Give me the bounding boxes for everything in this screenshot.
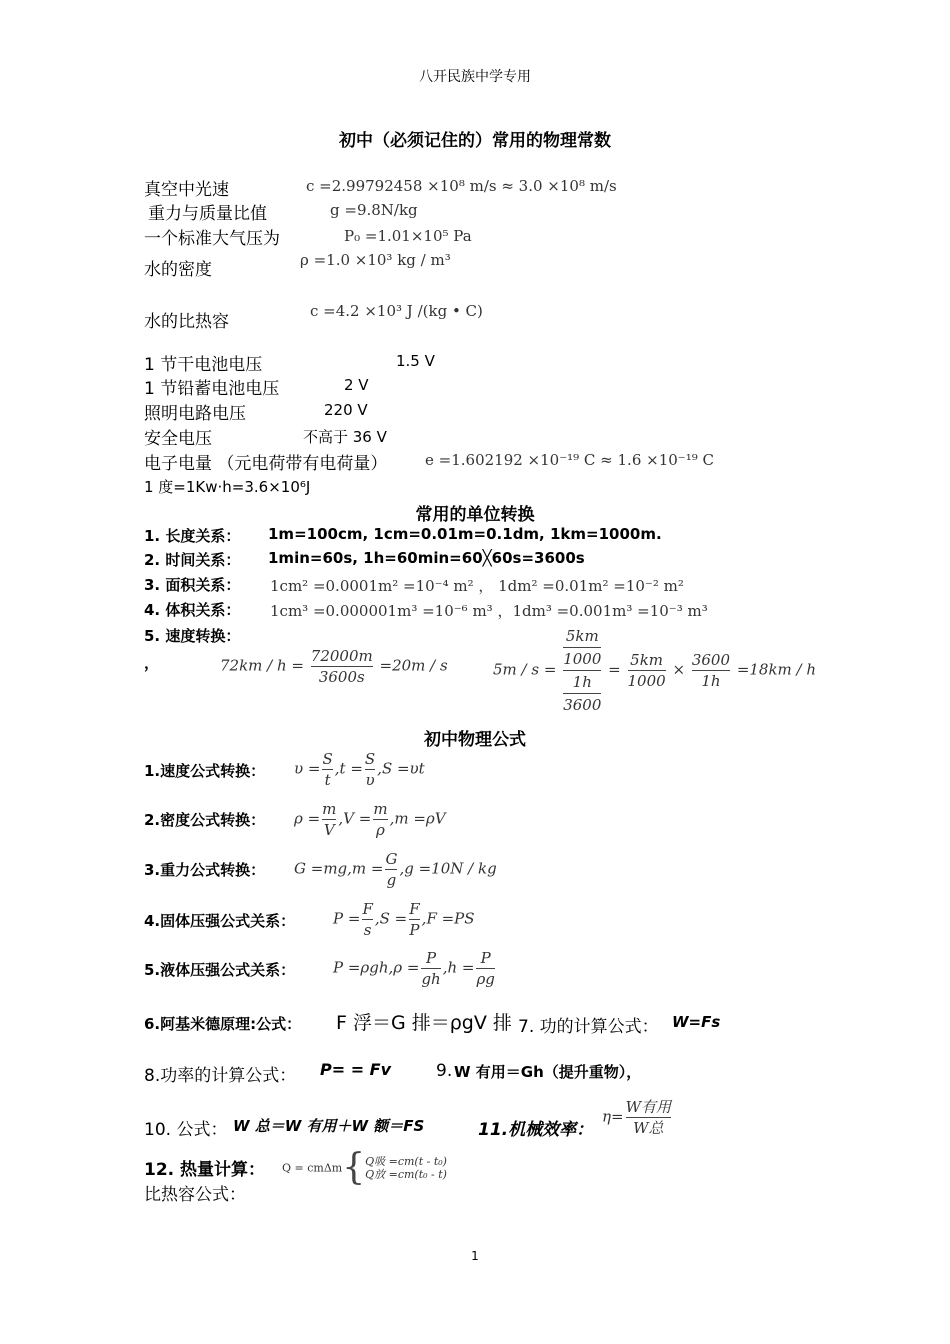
constant-value: 2 V [344,376,369,394]
speed-formula-a [220,646,448,687]
fraction [409,899,419,940]
denominator: 1h [701,672,721,690]
formula-label: 9. [436,1061,453,1081]
constant-value: 220 V [324,401,368,419]
constant-label: 1 节干电池电压 [144,355,263,375]
constant-label: 1 节铅蓄电池电压 [144,379,280,399]
numerator: S [322,750,333,768]
useful-work-formula: W 有用＝Gh（提升重物）， [454,1063,642,1081]
constant-value: 1.5 V [396,352,435,370]
formula-label: 8.功率的计算公式： [144,1066,297,1086]
denominator: s [363,921,372,939]
formulas-title: 初中物理公式 [424,730,526,750]
formula-part: ,h = [442,958,475,977]
speed-b-fraction-2 [692,650,730,691]
fraction [322,749,332,790]
speed-a-rhs: =20m / s [379,656,448,675]
denominator: 1000 [563,650,602,668]
times-sign: × [672,660,686,679]
numerator: 72000m [310,647,373,665]
numerator: F [409,900,420,918]
speed-b-lhs: 5m / s = [493,660,557,679]
unit-label: 3. 面积关系： [144,576,241,594]
gravity-formula [294,849,497,890]
denominator: P [409,921,420,939]
fraction [476,948,494,989]
formula-label: 6.阿基米德原理:公式： [144,1015,302,1033]
constant-value: c =2.99792458 ×10⁸ m/s ≈ 3.0 ×10⁸ m/s [306,177,617,195]
formula-label: 7. 功的计算公式： [518,1017,659,1037]
speed-b-rhs: =18km / h [736,660,817,679]
constant-label: 水的比热容 [144,312,229,332]
unit-label: 2. 时间关系： [144,551,241,569]
constant-label: 真空中光速 [144,180,229,200]
fraction [373,799,387,840]
denominator: ρg [476,970,495,988]
constant-value: ρ =1.0 ×10³ kg / m³ [300,251,451,269]
denominator: W总 [633,1119,664,1137]
formula-part: G =mg,m = [294,859,384,878]
numerator: 5km [628,650,666,671]
formula-part: ,m =ρV [389,809,446,828]
equals-sign: = [608,660,621,679]
total-work-formula: W 总＝W 有用＋W 额＝FS [233,1117,425,1135]
fraction [421,948,440,989]
numerator: 1h [563,671,601,694]
compound-denominator [563,671,601,716]
fraction [362,899,372,940]
numerator: P [476,948,494,969]
formula-label: 11.机械效率： [478,1120,594,1140]
formula-label: 12. 热量计算： [144,1160,266,1180]
fraction [322,799,336,840]
formula-part: P = [333,909,361,928]
constant-label: 一个标准大气压为 [144,229,280,249]
compound-numerator [563,625,601,671]
formula-part: ,S = [374,909,408,928]
numerator: 5km [563,625,601,648]
denominator: 1000 [627,672,666,690]
denominator: t [324,771,331,789]
constant-label: 重力与质量比值 [148,204,267,224]
speed-b-fraction-1 [628,650,666,691]
power-formula: P= = Fv [320,1060,392,1079]
liquid-pressure-formula [333,948,497,989]
denominator: 3600 [563,696,602,714]
numerator: F [362,900,373,918]
fraction [626,1097,671,1138]
speed-comma: ， [144,654,160,672]
page-title: 初中（必须记住的）常用的物理常数 [339,131,611,151]
formula-part: ,S =υt [377,759,425,778]
efficiency-formula [602,1097,673,1138]
denominator: g [386,871,397,889]
denominator: υ [365,771,375,789]
heat-cases [365,1155,447,1181]
constant-label: 水的密度 [144,260,212,280]
unit-value: 1min=60s, 1h=60min=60╳60s=3600s [268,549,585,567]
constant-value: g =9.8N/kg [330,201,418,219]
heat-formula [282,1147,447,1188]
units-title: 常用的单位转换 [415,505,535,525]
numerator: 3600 [691,651,731,669]
denominator: gh [421,970,441,988]
unit-value: 1cm² =0.0001m² =10⁻⁴ m² ， 1dm² =0.01m² =10⁻² m² [270,577,684,595]
solid-pressure-formula [333,899,475,940]
formula-label: 10. 公式： [144,1120,228,1140]
formula-label: 3.重力公式转换： [144,861,266,879]
denominator: 3600s [318,668,365,686]
heat-absorbed: Q吸 =cm(t - t₀) [365,1155,447,1168]
numerator: P [421,948,440,969]
numerator: S [364,750,376,768]
formula-label: 2.密度公式转换： [144,811,266,829]
formula-label: 5.液体压强公式关系： [144,961,296,979]
fraction [365,749,375,790]
density-formula [294,799,446,840]
fraction [385,849,397,890]
page-number: 1 [471,1249,479,1263]
numerator: m [373,800,388,818]
speed-a-fraction [311,646,373,687]
formula-label: 1.速度公式转换： [144,762,266,780]
constant-value: P₀ =1.01×10⁵ Pa [344,227,472,245]
formula-label: 4.固体压强公式关系： [144,912,296,930]
speed-a-lhs: 72km / h = [220,656,304,675]
formula-label: 比热容公式： [144,1185,246,1205]
constant-value: e =1.602192 ×10⁻¹⁹ C ≈ 1.6 ×10⁻¹⁹ C [425,451,714,469]
heat-released: Q放 =cm(t₀ - t) [365,1168,447,1181]
constant-label: 安全电压 [144,429,212,449]
constant-label: 电子电量 （元电荷带有电荷量） [144,454,388,474]
unit-label: 5. 速度转换： [144,627,241,645]
unit-value: 1cm³ =0.000001m³ =10⁻⁶ m³ ，1dm³ =0.001m³ =10⁻³ m³ [270,602,708,620]
speed-formula-b [493,625,816,716]
formula-part: ,F =PS [421,909,475,928]
denominator: V [323,821,335,839]
speed-b-compound-fraction [563,625,601,716]
formula-part: υ = [294,759,321,778]
constant-value: 不高于 36 V [303,428,387,446]
numerator: W有用 [625,1098,671,1116]
formula-part: ,V = [338,809,372,828]
formula-part: Q = cmΔm [282,1161,343,1175]
archimedes-formula: F 浮＝G 排＝ρgV 排 [336,1012,512,1034]
formula-part: η= [602,1107,624,1126]
speed-formula [294,749,425,790]
constant-label: 1 度=1Kw·h=3.6×10⁶J [144,478,311,496]
numerator: G [385,850,398,868]
denominator: ρ [376,821,385,839]
constant-value: c =4.2 ×10³ J /(kg • C) [310,302,483,320]
unit-value: 1m=100cm, 1cm=0.01m=0.1dm, 1km=1000m. [268,525,662,543]
formula-part: ,t = [334,759,363,778]
left-brace-icon: { [342,1147,366,1188]
page-header: 八开民族中学专用 [419,69,531,85]
unit-label: 4. 体积关系： [144,601,241,619]
work-formula: W=Fs [672,1013,721,1031]
formula-part: P =ρgh,ρ = [333,958,420,977]
constant-label: 照明电路电压 [144,404,246,424]
numerator: m [322,800,337,818]
formula-part: ,g =10N / kg [399,859,497,878]
unit-label: 1. 长度关系： [144,527,241,545]
formula-part: ρ = [294,809,321,828]
